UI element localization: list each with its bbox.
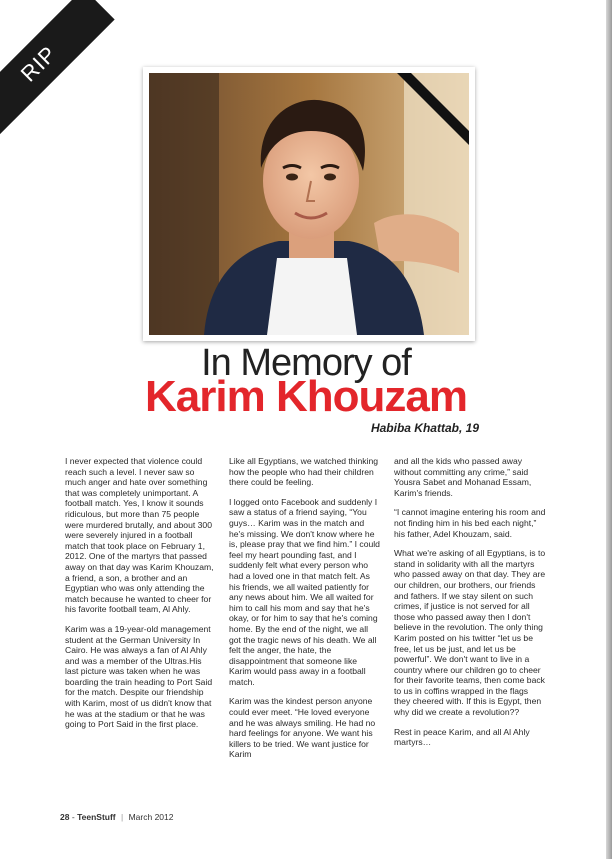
magazine-name: TeenStuff — [77, 812, 116, 822]
title-line-1: In Memory of — [201, 342, 411, 384]
title-name: Karim Khouzam — [145, 372, 467, 421]
rip-ribbon: RIP — [0, 0, 115, 140]
footer-dash: - — [71, 812, 75, 822]
paragraph: What we're asking of all Egyptians, is to stand in solidarity with all the martyrs who passed away on that day. They are our children, our brothers, our friends and fathers. If we stay silent on such crimes, if justice is not served for all those who passed away then I don't believe in the revolution. The only thing Karim posted on his twitter “let us be free, let us be just, and let us be powerful”. We don't want to live in a country where our children go to cheer for their favorite teams, then come back to us in coffins wrapped in the flags they cheered with. If this is Egypt, then why did we create a revolution?? — [394, 548, 546, 718]
paragraph: Like all Egyptians, we watched thinking how the people who had their children there could be feeling. — [229, 456, 379, 488]
portrait-photo-icon — [149, 73, 469, 335]
page-edge — [606, 0, 612, 859]
author-byline: Habiba Khattab, 19 — [370, 421, 479, 435]
photo-frame — [143, 67, 475, 341]
paragraph: “I cannot imagine entering his room and not finding him in his bed each night,” his father, Adel Khouzam, said. — [394, 507, 546, 539]
article-column-1 — [65, 456, 217, 739]
paragraph: Karim was the kindest person anyone could ever meet. “He loved everyone and he was always smiling. He had no hard feelings for anyone. We want his killers to be tried. We want justice for Karim — [229, 696, 376, 760]
footer-separator: | — [121, 812, 124, 822]
portrait-svg — [149, 73, 469, 335]
paragraph: Rest in peace Karim, and all Al Ahly martyrs… — [394, 726, 530, 748]
paragraph: and all the kids who passed away without committing any crime,” said Yousra Sabet and Mohanad Essam, Karim's friends. — [394, 456, 532, 498]
article-column-3 — [394, 456, 546, 757]
page-footer — [60, 812, 173, 822]
paragraph: Karim was a 19-year-old management student at the German University In Cairo. He was always a fan of Al Ahly and was a member of the Ultras.His last picture was taken when he was boarding the train heading to Port Said for the match. Despite our friendship with Karim, most of us didn't know that he was at the stadium or that he was going to Port Said in the first place. — [65, 623, 213, 730]
page-number: 28 — [60, 812, 70, 822]
issue-date: March 2012 — [128, 812, 174, 822]
article-column-2 — [229, 456, 381, 769]
paragraph: I never expected that violence could reach such a level. I never saw so much anger and hate over something that was completely unimportant. A football match. Yes, I know it sounds ridiculous, but more than 75 people were murdered brutally, and about 300 were severely injured in a football match that took place on February 1, 2012. One of the martyrs that passed away on that day was Karim Khouzam, a friend, a son, a brother and an Egyptian who was only attending the match because he wanted to cheer for his favorite football team, Al Ahly. — [65, 456, 214, 615]
paragraph: I logged onto Facebook and suddenly I saw a status of a friend saying, “You guys… Karim was in the match and he's missing. We don't know where he is, please pray that we find him.” I could feel my heart pounding fast, and I suddenly felt what every person who had a loved one in that match felt. As his friends, we all waited patiently for any news about him. We all waited for him to call his mom and say that he's okay, or for him to say that he's coming home. By the end of the night, we all got the tragic news of his death. We all felt the anger, the hate, the disappointment that someone like Karim would pass away in a football match. — [229, 496, 380, 687]
